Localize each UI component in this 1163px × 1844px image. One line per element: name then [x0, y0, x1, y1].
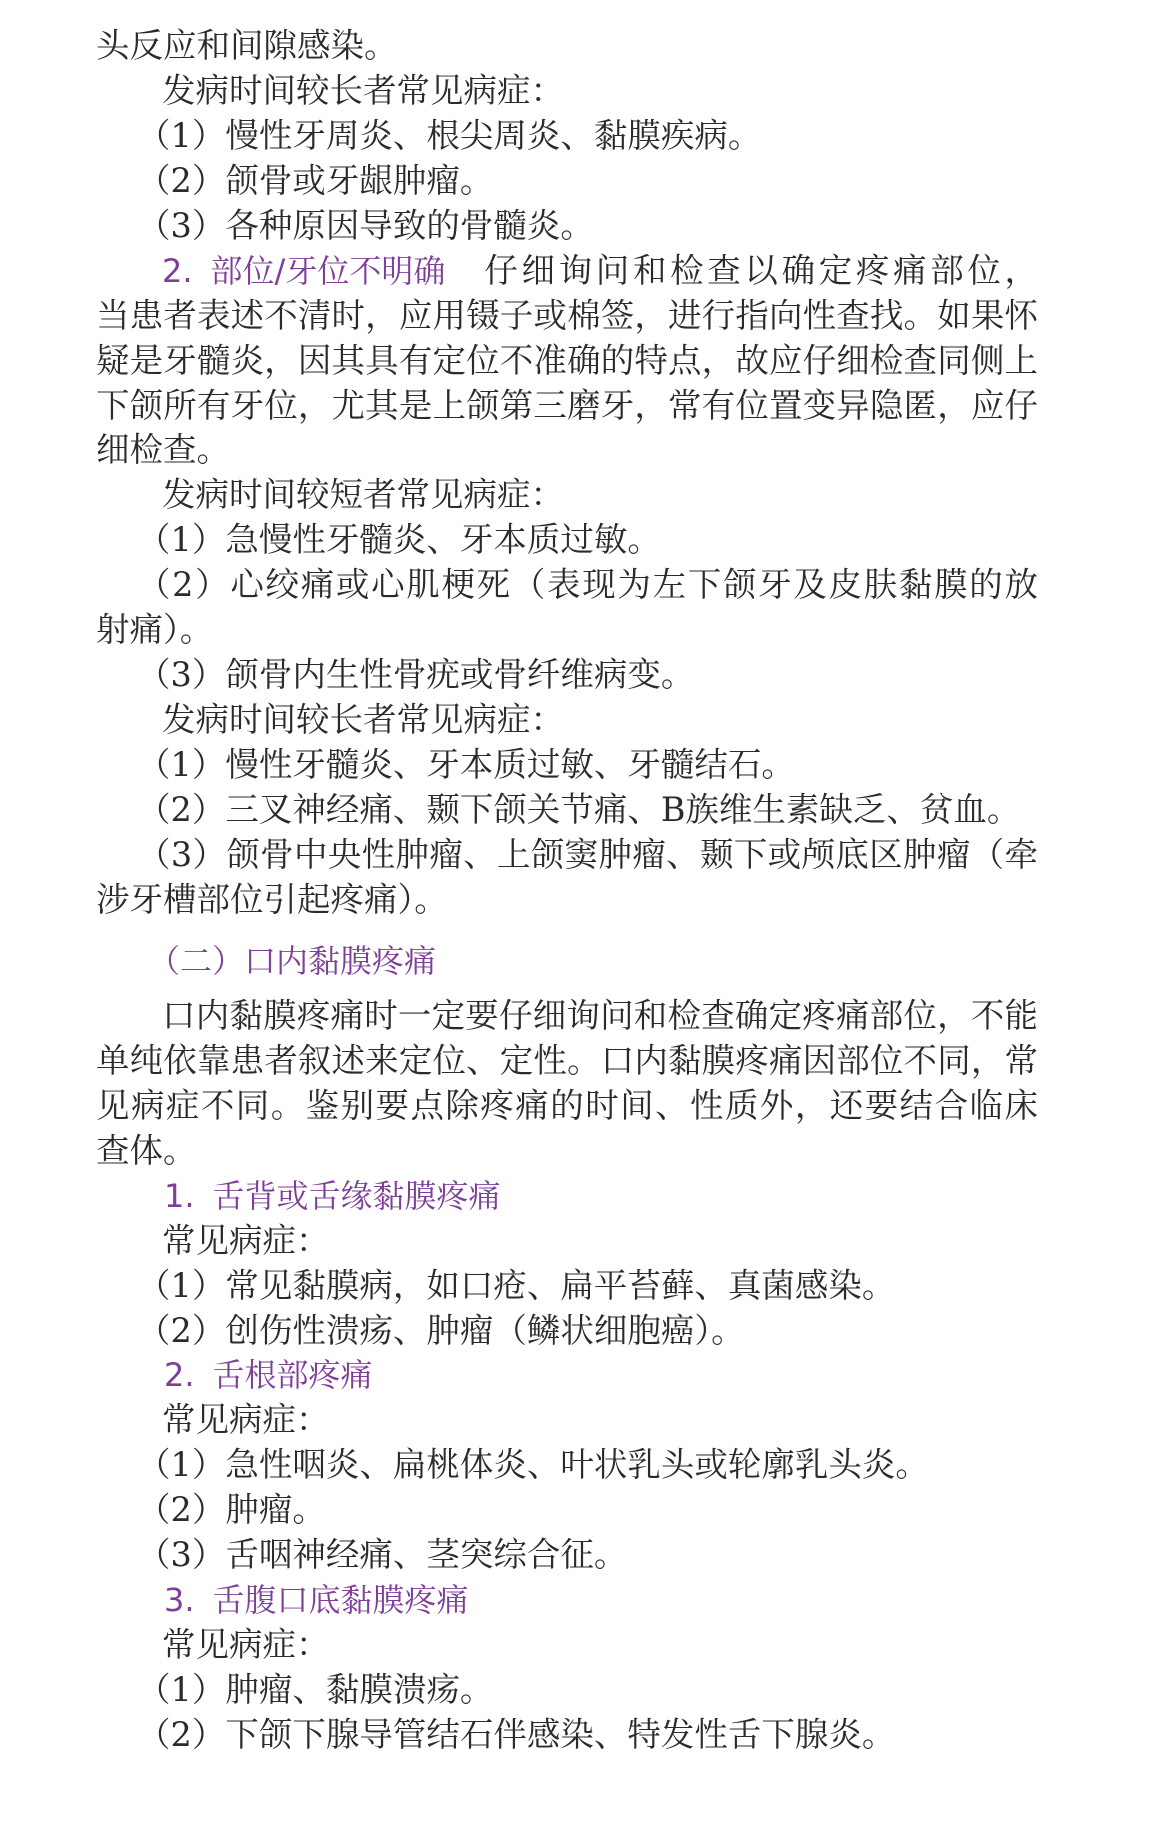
page-content — [96, 24, 1038, 1758]
list-item-continuation: 射痛）。 — [96, 610, 214, 650]
subsection-heading-tongue-root — [96, 1353, 1038, 1398]
heading-number: 1. — [164, 1176, 195, 1215]
list-item: （1）急性咽炎、扁桃体炎、叶状乳头或轮廓乳头炎。 — [137, 1445, 929, 1485]
paragraph-line: 当患者表述不清时，应用镊子或棉签，进行指向性查找。如果怀 — [96, 295, 1038, 335]
list-item: （3）各种原因导致的骨髓炎。 — [137, 205, 594, 245]
heading-title: 舌背或舌缘黏膜疼痛 — [212, 1176, 501, 1215]
subsection-heading-tongue-dorsum — [96, 1174, 1038, 1219]
list-item: （3）舌咽神经痛、茎突综合征。 — [137, 1535, 628, 1575]
list-item: （1）慢性牙髓炎、牙本质过敏、牙髓结石。 — [137, 745, 795, 784]
paragraph-line: 查体。 — [96, 1130, 197, 1170]
list-item: （3）颌骨内生性骨疣或骨纤维病变。 — [137, 655, 695, 695]
paragraph-line: 单纯依靠患者叙述来定位、定性。口内黏膜疼痛因部位不同，常 — [96, 1040, 1038, 1080]
list-item: （1）急慢性牙髓炎、牙本质过敏。 — [137, 520, 661, 560]
common-conditions-label: 常见病症： — [162, 1220, 330, 1260]
list-item: （2）下颌下腺导管结石伴感染、特发性舌下腺炎。 — [137, 1714, 896, 1754]
common-conditions-label: 常见病症： — [162, 1400, 330, 1440]
heading-title: 舌腹口底黏膜疼痛 — [212, 1581, 469, 1620]
heading-title: 部位/牙位不明确 — [210, 251, 446, 290]
list-item-continuation: 涉牙槽部位引起疼痛）。 — [96, 879, 448, 919]
location-unclear-heading — [162, 249, 445, 294]
heading-number: 2. — [162, 251, 193, 290]
list-item: （2）三叉神经痛、颞下颌关节痛、B族维生素缺乏、贫血。 — [137, 789, 1021, 829]
long-onset-label: 发病时间较长者常见病症： — [162, 700, 564, 740]
paragraph-line: 疑是牙髓炎，因其具有定位不准确的特点，故应仔细检查同侧上 — [96, 340, 1038, 380]
paragraph-line: 见病症不同。鉴别要点除疼痛的时间、性质外，还要结合临床 — [96, 1085, 1038, 1125]
paragraph-line: 口内黏膜疼痛时一定要仔细询问和检查确定疼痛部位，不能 — [162, 995, 1038, 1035]
list-item: （2）颌骨或牙龈肿瘤。 — [137, 160, 494, 200]
list-item: （2）创伤性溃疡、肿瘤（鳞状细胞癌）。 — [137, 1310, 745, 1350]
subsection-heading-mouth-floor — [96, 1578, 1038, 1623]
common-conditions-label: 常见病症： — [162, 1625, 330, 1665]
list-item: （2）心绞痛或心肌梗死（表现为左下颌牙及皮肤黏膜的放 — [137, 565, 1038, 605]
section-heading-mucosa-pain: （二）口内黏膜疼痛 — [148, 942, 437, 981]
heading-number: 2. — [164, 1356, 195, 1395]
heading-title: 舌根部疼痛 — [212, 1356, 373, 1395]
heading-number: 3. — [164, 1581, 195, 1620]
list-item: （2）肿瘤。 — [137, 1490, 326, 1530]
location-unclear-heading-line — [96, 249, 1038, 294]
paragraph-line: 仔细询问和检查以确定疼痛部位， — [484, 250, 1038, 290]
list-item: （3）颌骨中央性肿瘤、上颌窦肿瘤、颞下或颅底区肿瘤（牵 — [137, 834, 1038, 874]
intro-tail-line: 头反应和间隙感染。 — [96, 26, 398, 65]
paragraph-line: 下颌所有牙位，尤其是上颌第三磨牙，常有位置变异隐匿，应仔 — [96, 385, 1038, 425]
short-onset-label: 发病时间较短者常见病症： — [162, 475, 564, 515]
long-onset-label: 发病时间较长者常见病症： — [162, 70, 564, 110]
list-item: （1）肿瘤、黏膜溃疡。 — [137, 1670, 494, 1710]
paragraph-line: 细检查。 — [96, 430, 230, 470]
list-item: （1）常见黏膜病，如口疮、扁平苔藓、真菌感染。 — [137, 1265, 896, 1305]
list-item: （1）慢性牙周炎、根尖周炎、黏膜疾病。 — [137, 115, 762, 155]
